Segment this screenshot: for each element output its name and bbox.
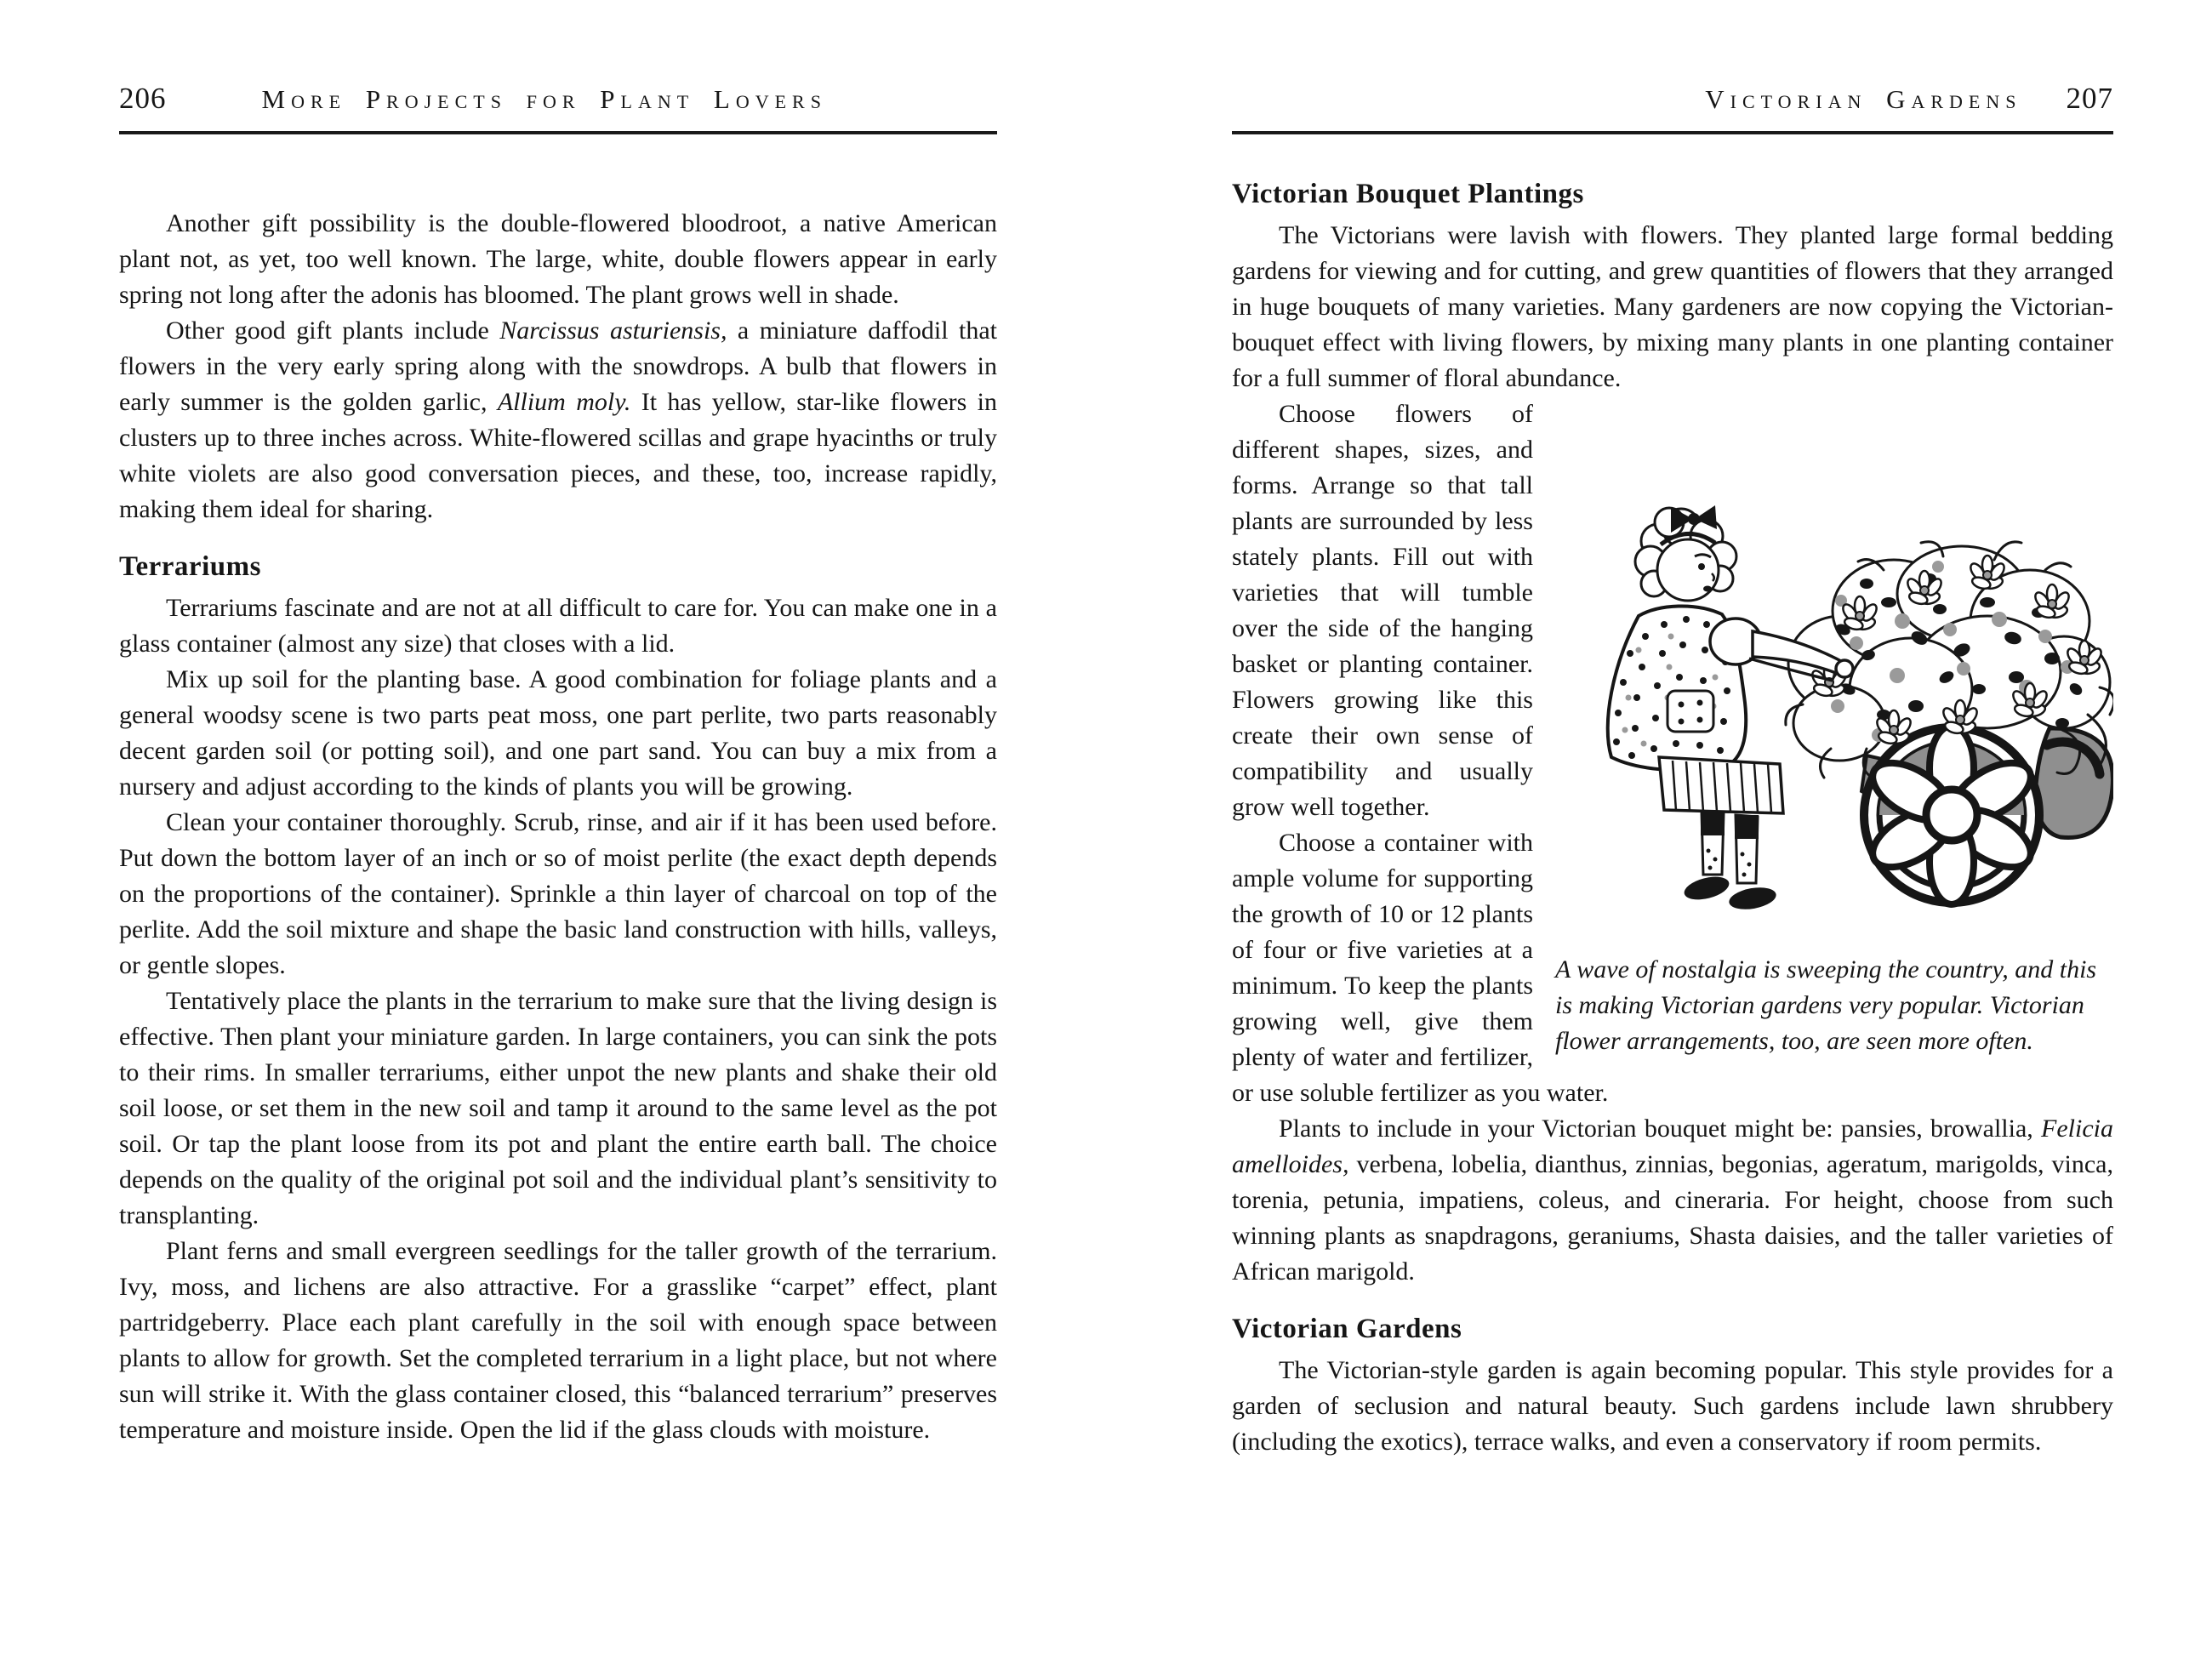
pleated-skirt	[1659, 757, 1783, 813]
paragraph: Tentatively place the plants in the terrarium to make sure that the living design is effective. Then plant your miniature garden. In large containers, you can sink the pots to their rims. In smaller terrariums, either unpot the new plants and shake their old soil loose, or set them in the new soil and tamp it around to the same level as the pot soil. Or tap the plant loose from its pot and plant the entire earth ball. The choice depends on the quality of the original pot soil and the individual plant’s sensitivity to transplanting.	[119, 987, 997, 1229]
flower-cart-illustration	[1586, 475, 2113, 938]
right-running-head	[1232, 82, 2113, 134]
figure-caption: A wave of nostalgia is sweeping the country, and this is making Victorian gardens very popular. Victorian flower arrangements, too, are seen more often.	[1555, 955, 2097, 1055]
cart-wheel	[1863, 726, 2040, 904]
left-running-head	[119, 82, 997, 134]
right-page	[1232, 0, 2113, 1460]
right-running-head-title: Victorian Gardens	[1705, 84, 2022, 114]
girl-legs	[1682, 812, 1778, 913]
section-heading-terrariums: Terrariums	[119, 551, 261, 582]
paragraph: The Victorians were lavish with flowers. They planted large formal bedding gardens for viewing and for cutting, and grew quantities of flowers that they arranged in huge bouquets of many varieties. Many gardeners are now copying the Victorian-bouquet effect with living flowers, by mixing many plants in one planting container for a full summer of floral abundance.	[1232, 221, 2113, 392]
latin-plant-name: Felicia amelloides,	[1232, 1115, 2113, 1178]
text-run: Choose flowers of different shapes, sizes, and forms. Arrange so that tall plants are surrounded by less stately plants. Fill out with varieties that will tumble over the side of the hanging basket or planting container. Flowers growing like this create their own sense of compatibility and usually grow well together.	[1232, 400, 1533, 821]
left-page-number: 206	[119, 82, 167, 115]
right-page-number: 207	[2066, 82, 2113, 115]
text-run: verbena, lobelia, dianthus, zinnias, begonias, ageratum, marigolds, vinca, torenia, petunia, impatiens, coleus, and cineraria. For height, choose from such winning plants as snapdragons, geraniums, Shasta daisies, and the taller varieties of African marigold.	[1232, 1150, 2113, 1286]
text-run: a miniature daffodil that flowers in the very early spring along with the snowdrops. A bulb that flowers in early summer is the golden garlic,	[119, 316, 997, 416]
text-run: Plants to include in your Victorian bouquet might be: pansies, browallia,	[1279, 1115, 2042, 1143]
paragraph: Terrariums fascinate and are not at all difficult to care for. You can make one in a glass container (almost any size) that closes with a lid.	[119, 594, 997, 658]
right-body-text	[1232, 177, 2113, 1460]
paragraph	[1232, 1111, 2113, 1290]
flower-cart-figure	[1555, 475, 2113, 1059]
paragraph: Another gift possibility is the double-flowered bloodroot, a native American plant not, as yet, too well known. The large, white, double flowers appear in early spring not long after the adonis has bloomed. The plant grows well in shade.	[119, 209, 997, 309]
paragraph: Mix up soil for the planting base. A good combination for foliage plants and a general woodsy scene is two parts peat moss, one part perlite, two parts reasonably decent garden soil (or potting soil), and one part sand. You can buy a mix from a nursery and adjust according to the kinds of plants you will be growing.	[119, 665, 997, 801]
left-running-head-title: More Projects for Plant Lovers	[261, 84, 827, 114]
text-run: Other good gift plants include	[166, 316, 500, 345]
latin-plant-name: Narcissus asturiensis,	[499, 316, 727, 345]
left-page	[119, 0, 997, 1448]
paragraph: Choose a container with ample volume for supporting the growth of 10 or 12 plants of four or five varieties at a minimum. To keep the plants growing well, give them plenty of water and fertilizer, or use soluble fertilizer as you water.	[1232, 829, 1609, 1107]
section-heading-victorian-gardens: Victorian Gardens	[1232, 1314, 1462, 1344]
girl-face	[1657, 539, 1719, 601]
paragraph: Clean your container thoroughly. Scrub, rinse, and air if it has been used before. Put down the bottom layer of an inch or so of moist perlite (the exact depth depends on the proportions of the container). Sprinkle a thin layer of charcoal on top of the perlite. Add the soil mixture and shape the basic land construction with hills, valleys, or gentle slopes.	[119, 808, 997, 979]
text-run: It has yellow, star-like flowers in clusters up to three inches across. White-flowered scillas and grape hyacinths or truly white violets are also good conversation pieces, and these, too, increase rapidly, making them ideal for sharing.	[119, 388, 998, 523]
left-body-text	[119, 206, 997, 1448]
paragraph	[119, 313, 997, 527]
latin-plant-name: Allium moly.	[497, 388, 631, 416]
paragraph: Plant ferns and small evergreen seedlings for the taller growth of the terrarium. Ivy, moss, and lichens are also attractive. For a grasslike “carpet” effect, plant partridgeberry. Place each plant carefully in the soil with enough space between plants to allow for growth. Set the completed terrarium in a light place, but not where sun will strike it. With the glass container closed, this “balanced terrarium” preserves temperature and moisture inside. Open the lid if the glass clouds with moisture.	[119, 1237, 997, 1444]
section-heading-bouquet: Victorian Bouquet Plantings	[1232, 179, 1584, 209]
paragraph: The Victorian-style garden is again becoming popular. This style provides for a garden of seclusion and natural beauty. Such gardens include lawn shrubbery (including the exotics), terrace walks, and even a conservatory if room permits.	[1232, 1356, 2113, 1456]
apron-pocket	[1668, 691, 1713, 732]
